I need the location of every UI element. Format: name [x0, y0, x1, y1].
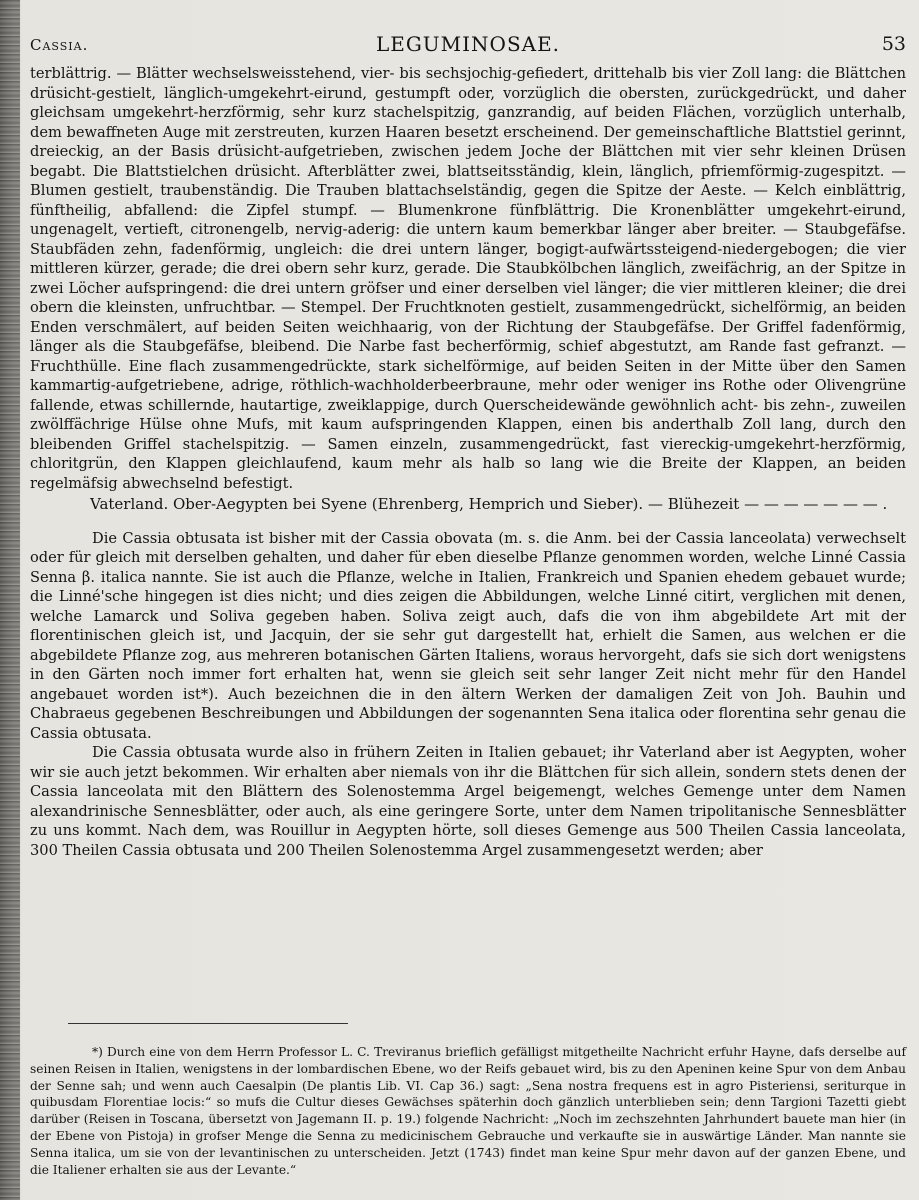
header-genus: Cassia. — [30, 36, 89, 54]
footnote — [30, 1044, 906, 1178]
main-text — [30, 64, 906, 860]
page-number: 53 — [881, 33, 906, 55]
running-header — [30, 32, 906, 62]
obtusata-paragraph-1: Die Cassia obtusata ist bisher mit der Cassia obovata (m. s. die Anm. bei der Cassia lanceolata) verwechselt oder für gleich mit derselben gehalten, und daher für eben dieselbe Pflanze genommen worden, welche Linné Cassia Senna β. italica nannte. Sie ist auch die Pflanze, welche in Italien, Frankreich und Spanien ehedem gebauet wurde; die Linné'sche hingegen ist dies nicht; und dies zeigen die Abbildungen, welche Linné citirt, verglichen mit denen, welche Lamarck und Soliva gegeben haben. Soliva zeigt auch, dafs die von ihm abgebildete Art mit der florentinischen gleich ist, und Jacquin, der sie sehr gut dargestellt hat, erhielt die Samen, aus welchen er die abgebildete Pflanze zog, aus mehreren botanischen Gärten Italiens, woraus hervorgeht, dafs sie sich dort wenigstens in den Gärten noch immer fort erhalten hat, wenn sie gleich seit sehr langer Zeit nicht mehr für den Handel angebauet worden ist*). Auch bezeichnen die in den ältern Werken der damaligen Zeit von Joh. Bauhin und Chabraeus gegebenen Beschreibungen und Abbildungen der sogenannten Sena italica oder florentina sehr genau die Cassia obtusata. — [30, 529, 906, 742]
description-paragraph: terblättrig. — Blätter wechselsweisstehend, vier- bis sechsjochig-gefiedert, drittehalb bis vier Zoll lang: die Blättchen drüsicht-gestielt, länglich-umgekehrt-eirund, gestumpft oder, vorzüglich die obersten, zurückgedrückt, und daher gleichsam umgekehrt-herzförmig, sehr kurz stachelspitzig, ganzrandig, auf beiden Flächen, vorzüglich unterhalb, dem bewaffneten Auge mit zerstreuten, kurzen Haaren besetzt erscheinend. Der gemeinschaftliche Blattstiel gerinnt, dreieckig, an der Basis drüsicht-aufgetrieben, zwischen jedem Joche der Blättchen mit vier sehr kleinen Drüsen begabt. Die Blattstielchen drüsicht. Afterblätter zwei, blattseitsständig, klein, länglich, pfriemförmig-zugespitzt. — Blumen gestielt, traubenständig. Die Trauben blattachselständig, gegen die Spitze der Aeste. — Kelch einblättrig, fünftheilig, abfallend: die Zipfel stumpf. — Blumenkrone fünfblättrig. Die Kronenblätter umgekehrt-eirund, ungenagelt, vertieft, citronengelb, nervig-aderig: die untern kaum bemerkbar länger aber breiter. — Staubgefäfse. Staubfäden zehn, fadenförmig, ungleich: die drei untern länger, bogigt-aufwärtssteigend-niedergebogen; die vier mittleren kürzer, gerade; die drei obern sehr kurz, gerade. Die Staubkölbchen länglich, zweifächrig, an der Spitze in zwei Löcher aufspringend: die drei untern gröfser und einer derselben viel länger; die vier mittleren kleiner; die drei obern die kleinsten, unfruchtbar. — Stempel. Der Fruchtknoten gestielt, zusammengedrückt, sichelförmig, an beiden Enden verschmälert, auf beiden Seiten weichhaarig, von der Richtung der Staubgefäfse. Der Griffel fadenförmig, länger als die Staubgefäfse, bleibend. Die Narbe fast becherförmig, schief abgestutzt, am Rande fast gefranzt. — Fruchthülle. Eine flach zusammengedrückte, stark sichelförmige, auf beiden Seiten in der Mitte über den Samen kammartig-aufgetriebene, adrige, röthlich-wachholderbeerbraune, mehr oder weniger ins Rothe oder Olivengrüne fallende, etwas schillernde, hautartige, zweiklappige, durch Querscheidewände gewöhnlich acht- bis zehn-, zuweilen zwölffächrige Hülse ohne Mufs, mit kaum aufspringenden Klappen, einen bis anderthalb Zoll lang, durch den bleibenden Griffel stachelspitzig. — Samen einzeln, zusammengedrückt, fast viereckig-umgekehrt-herzförmig, chloritgrün, den Klappen gleichlaufend, kaum mehr als halb so lang wie die Breite der Klappen, an beiden regelmäfsig abwechselnd befestigt. — [30, 65, 906, 492]
footnote-rule — [68, 1023, 348, 1024]
footnote-text: *) Durch eine von dem Herrn Professor L. C. Treviranus brieflich gefälligst mitgetheilte Nachricht erfuhr Hayne, dafs derselbe auf seinen Reisen in Italien, wenigstens in der lombardischen Ebene, wo der Reifs gebauet wird, bis zu den Apeninen keine Spur von dem Anbau der Senne sah; und wenn auch Caesalpin (De plantis Lib. VI. Cap 36.) sagt: „Sena nostra frequens est in agro Pisteriensi, seriturque in quibusdam Florentiae locis:“ so mufs die Cultur dieses Gewächses späterhin doch gänzlich unterblieben sein; denn Targioni Tazetti giebt darüber (Reisen in Toscana, übersetzt von Jagemann II. p. 19.) folgende Nachricht: „Noch im zechszehnten Jahrhundert bauete man hier (in der Ebene von Pistoja) in grofser Menge die Senna zu medicinischem Gebrauche und verkaufte sie in auswärtige Länder. Man nannte sie Senna italica, um sie von der levantinischen zu unterscheiden. Jetzt (1743) findet man keine Spur mehr davon auf der ganzen Ebene, und die Italiener erhalten sie aus der Levante.“ — [30, 1045, 906, 1177]
header-family: LEGUMINOSAE. — [375, 32, 561, 56]
vaterland-paragraph: Vaterland. Ober-Aegypten bei Syene (Ehrenberg, Hemprich und Sieber). — Blühezeit — — — — — — — . — [90, 495, 888, 513]
binding-edge — [0, 0, 20, 1200]
obtusata-paragraph-2: Die Cassia obtusata wurde also in frühern Zeiten in Italien gebauet; ihr Vaterland aber ist Aegypten, woher wir sie auch jetzt bekommen. Wir erhalten aber niemals von ihr die Blättchen für sich allein, sondern stets denen der Cassia lanceolata mit den Blättern des Solenostemma Argel beigemengt, welches Gemenge unter dem Namen alexandrinische Sennesblätter, oder auch, als eine geringere Sorte, unter dem Namen tripolitanische Sennesblätter zu uns kommt. Nach dem, was Rouillur in Aegypten hörte, soll dieses Gemenge aus 500 Theilen Cassia lanceolata, 300 Theilen Cassia obtusata und 200 Theilen Solenostemma Argel zusammengesetzt werden; aber — [30, 744, 906, 859]
